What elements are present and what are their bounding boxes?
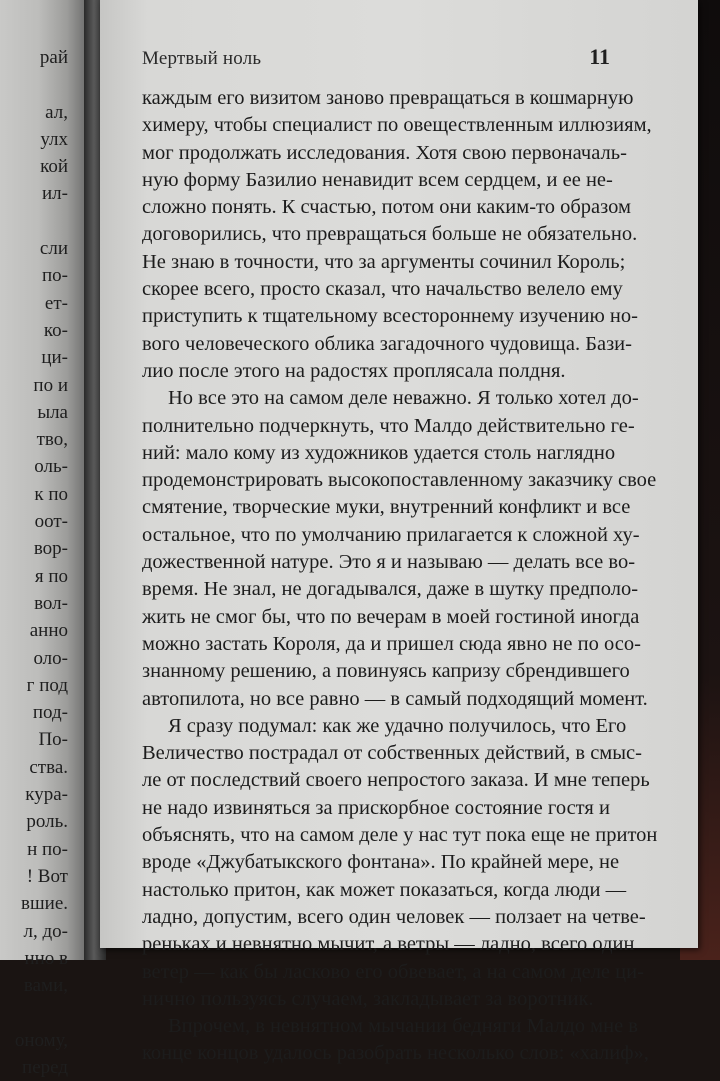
- text-line: Я сразу подумал: как же удачно получилось, что Его: [168, 714, 627, 737]
- left-page-line: ил-: [42, 183, 68, 205]
- left-page-line: вшие.: [21, 893, 68, 915]
- left-page-line: к по: [34, 483, 68, 505]
- paragraph: [142, 1013, 649, 1068]
- left-page-line: оот-: [34, 511, 68, 533]
- text-line: лио после этого на радостях проплясала полдня.: [142, 359, 566, 382]
- text-line: объяснять, что на самом деле у нас тут пока еще не притон: [142, 824, 658, 847]
- text-line: мог продолжать исследования. Хотя свою первоначаль-: [142, 141, 627, 164]
- left-page-line: оло-: [33, 647, 68, 669]
- left-page-line: ет-: [44, 292, 68, 314]
- left-page-line: рай: [39, 47, 68, 68]
- paragraph: [142, 385, 657, 713]
- text-line: Не знаю в точности, что за аргументы сочинил Король;: [142, 250, 626, 273]
- text-line: автопилота, но все равно — в самый подходящий момент.: [142, 687, 648, 710]
- left-page: [0, 0, 96, 1078]
- left-page-line: г под: [26, 674, 68, 696]
- left-page-line: нно в: [24, 947, 68, 969]
- text-line: остальное, что по умолчанию прилагается к сложной ху-: [142, 523, 640, 546]
- left-page-line: По-: [38, 729, 68, 751]
- left-page-line: вами,: [23, 975, 68, 997]
- body-text: [142, 85, 658, 1068]
- left-page-line: ци-: [41, 347, 68, 369]
- left-page-line: кура-: [25, 784, 68, 806]
- left-page-line: вол-: [34, 592, 68, 614]
- running-head: Мертвый ноль: [142, 48, 262, 69]
- text-line: ветер — как бы ласково его обвевает, а на самом деле ци-: [142, 960, 644, 983]
- left-page-line: по-: [42, 265, 68, 287]
- text-line: приступить к тщательному всестороннему изучению но-: [142, 305, 638, 328]
- left-page-line: л, до-: [23, 920, 68, 942]
- left-page-line: ства.: [29, 756, 68, 778]
- text-line: смятение, творческие муки, внутренний конфликт и все: [142, 496, 631, 519]
- text-line: ле от последствий своего непростого заказа. И мне теперь: [142, 769, 650, 792]
- text-line: время. Не знал, не догадывался, даже в шутку предполо-: [142, 578, 639, 601]
- text-line: Впрочем, в невнятном мычании бедняги Малдо мне в: [168, 1015, 638, 1038]
- text-line: сложно понять. К счастью, потом они каким-то образом: [142, 196, 631, 219]
- text-line: не надо извиняться за прискорбное состояние гостя и: [142, 796, 610, 819]
- text-line: дожественной натуре. Это я и называю — делать все во-: [142, 551, 636, 574]
- paragraph: [142, 85, 652, 385]
- text-line: реньках и невнятно мычит, а ветры — ладно, всего один: [142, 933, 635, 956]
- left-page-line: н по-: [27, 838, 68, 860]
- text-line: договорились, что превращаться больше не обязательно.: [142, 223, 638, 246]
- right-page: [100, 0, 698, 1065]
- left-page-line: кой: [40, 156, 68, 178]
- left-page-line: ко-: [43, 319, 68, 341]
- left-page-line: вор-: [33, 538, 68, 560]
- left-page-line: [15, 71, 68, 98]
- text-line: полнительно подчеркнуть, что Малдо действительно ге-: [142, 414, 635, 437]
- text-line: конце концов удалось разобрать несколько слов: «халиф»,: [142, 1042, 649, 1065]
- text-line: ладно, допустим, всего один человек — ползает на четве-: [142, 905, 646, 928]
- text-line: химеру, чтобы специалист по овеществленным иллюзиям,: [142, 114, 652, 137]
- left-page-text: [15, 44, 68, 1081]
- text-line: можно застать Короля, да и пришел сюда явно не по осо-: [142, 632, 641, 655]
- left-page-line: перед: [22, 1056, 68, 1078]
- paragraph: [142, 713, 658, 1013]
- text-line: продемонстрировать высокопоставленному заказчику свое: [142, 469, 657, 492]
- left-page-line: анно: [29, 620, 68, 642]
- left-page-line: под-: [32, 702, 68, 724]
- left-page-line: [15, 999, 68, 1026]
- left-page-line: сли: [39, 238, 68, 260]
- page-number: 11: [589, 44, 610, 69]
- text-line: ную форму Базилио ненавидит всем сердцем, и ее не-: [142, 168, 613, 191]
- left-page-line: я по: [34, 565, 68, 587]
- left-page-line: улх: [40, 128, 68, 150]
- left-page-line: ыла: [37, 401, 68, 423]
- text-line: вого человеческого облика загадочного чудовища. Бази-: [142, 332, 632, 355]
- text-line: настолько притон, как может показаться, когда люди —: [142, 878, 627, 901]
- text-line: жить не смог бы, что по вечерам в моей гостиной иногда: [142, 605, 640, 628]
- text-line: ний: мало кому из художников удается столь наглядно: [142, 441, 616, 464]
- left-page-line: по и: [33, 374, 68, 396]
- left-page-line: ! Вот: [26, 865, 68, 887]
- left-page-line: роль.: [26, 811, 68, 833]
- left-page-line: тво,: [36, 429, 68, 451]
- text-line: Но все это на самом деле неважно. Я только хотел до-: [168, 387, 639, 410]
- left-page-line: [15, 208, 68, 235]
- text-line: каждым его визитом заново превращаться в кошмарную: [142, 87, 634, 109]
- text-line: Величество пострадал от собственных действий, в смыс-: [142, 742, 642, 765]
- left-page-line: ал,: [45, 101, 68, 123]
- left-page-line: оль-: [34, 456, 68, 478]
- text-line: вроде «Джубатыкского фонтана». По крайней мере, не: [142, 851, 620, 874]
- text-line: скорее всего, просто сказал, что начальство велело ему: [142, 278, 623, 301]
- left-page-line: оному,: [14, 1029, 68, 1051]
- text-line: знанному решению, а повинуясь капризу сбрендившего: [142, 660, 630, 683]
- text-line: нично пользуясь случаем, закладывает за воротник.: [142, 987, 594, 1010]
